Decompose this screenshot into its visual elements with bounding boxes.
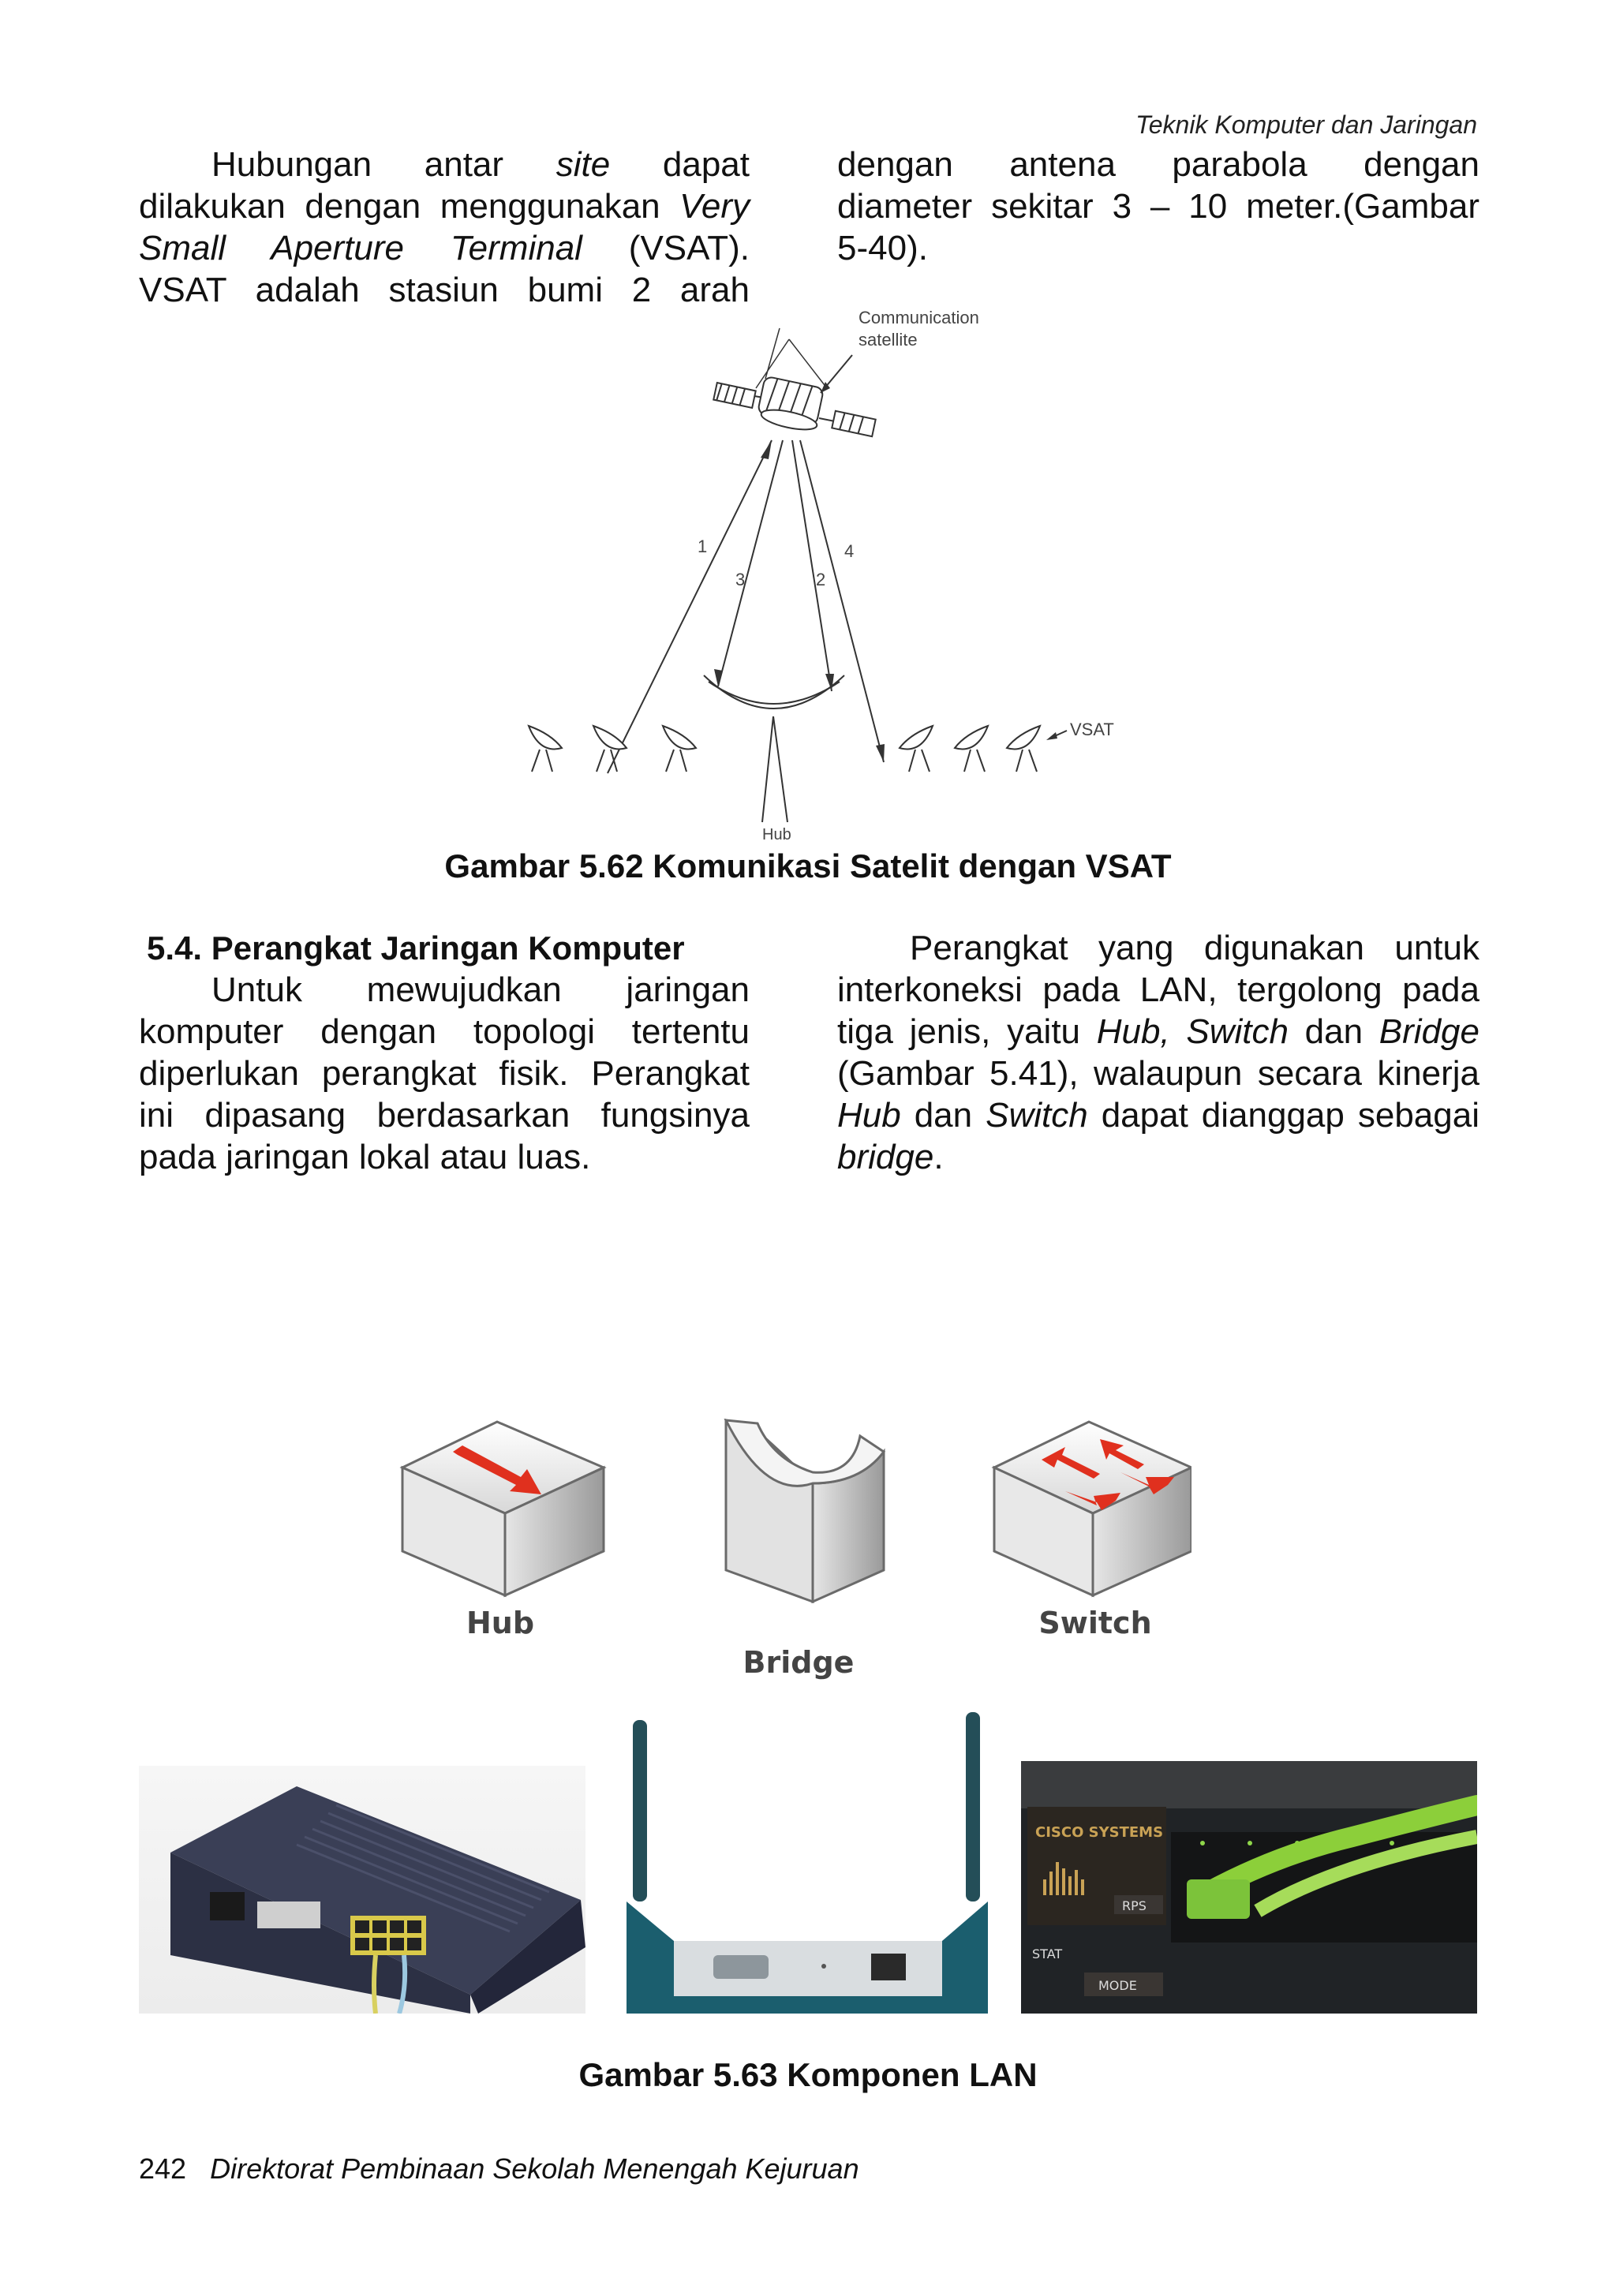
- section-right-line-2: interkoneksi pada LAN, tergolong pada: [837, 970, 1479, 1009]
- satellite-icon: [713, 376, 875, 437]
- section-right-line-3: tiga jenis, yaitu Hub, Switch dan Bridge: [837, 1012, 1479, 1051]
- path-4-label: 4: [844, 541, 855, 561]
- figure1-caption: Gambar 5.62 Komunikasi Satelit dengan VSAT: [444, 847, 1172, 884]
- switch-icon-label: Switch: [1038, 1606, 1152, 1640]
- section-left-line: pada jaringan lokal atau luas.: [139, 1138, 591, 1176]
- path-3-line: [718, 440, 783, 686]
- running-header: Teknik Komputer dan Jaringan: [1135, 110, 1477, 139]
- section-right-line-1: Perangkat yang digunakan untuk: [910, 929, 1479, 967]
- bridge-icon: [726, 1420, 884, 1602]
- section-left-line: komputer dengan topologi tertentu: [139, 1012, 750, 1051]
- hub-dish-icon: [704, 675, 844, 822]
- switch-mode-label: MODE: [1098, 1978, 1137, 1993]
- intro-left-line-3: Small Aperture Terminal (VSAT).: [139, 229, 750, 267]
- path-3-label: 3: [735, 570, 746, 589]
- vsat-dish-icon: [593, 726, 627, 772]
- hub-icon: [402, 1422, 604, 1595]
- section-left-line: ini dipasang berdasarkan fungsinya: [139, 1096, 750, 1135]
- intro-right-column: [837, 144, 1479, 269]
- satellite-label-2: satellite: [858, 330, 918, 350]
- antenna-icon: [633, 1720, 647, 1901]
- path-1-line: [608, 440, 772, 773]
- switch-brand: CISCO SYSTEMS: [1035, 1824, 1164, 1841]
- switch-stat-label: STAT: [1032, 1946, 1063, 1961]
- intro-right-line-1: dengan antena parabola dengan: [837, 145, 1479, 184]
- lan-icons-figure: [387, 1412, 1191, 1696]
- vsat-dish-icon: [529, 726, 562, 772]
- intro-left-line-2: dilakukan dengan menggunakan Very: [139, 187, 750, 226]
- satellite-vsat-diagram: [473, 300, 1152, 852]
- path-2-label: 2: [816, 570, 826, 589]
- intro-right-line-3: 5-40).: [837, 229, 928, 267]
- page-footer: [139, 2152, 859, 2186]
- intro-right-line-2: diameter sekitar 3 – 10 meter.(Gambar: [837, 187, 1479, 226]
- path-2-line: [792, 440, 832, 691]
- section-left-column: [139, 969, 750, 1178]
- antenna-icon: [966, 1712, 980, 1901]
- cisco-switch-photo: [1021, 1761, 1477, 2014]
- section-left-line: diperlukan perangkat fisik. Perangkat: [139, 1054, 750, 1093]
- switch-rps-label: RPS: [1122, 1898, 1147, 1913]
- section-title: 5.4. Perangkat Jaringan Komputer: [147, 929, 685, 967]
- section-right-column: [837, 927, 1479, 1178]
- section-left-line: Untuk mewujudkan jaringan: [211, 970, 750, 1009]
- intro-left-line-1: Hubungan antar site dapat: [211, 145, 750, 184]
- intro-left-column: [139, 144, 750, 311]
- path-4-line: [800, 440, 884, 762]
- vsat-dish-icon: [1007, 726, 1040, 772]
- vsat-label: VSAT: [1070, 720, 1114, 739]
- footer-publisher: Direktorat Pembinaan Sekolah Menengah Kejuruan: [210, 2152, 859, 2185]
- router-photo: [139, 1766, 585, 2014]
- satellite-label-1: Communication: [858, 308, 979, 327]
- section-right-line-4: (Gambar 5.41), walaupun secara kinerja: [837, 1054, 1479, 1093]
- vsat-dish-icon: [955, 726, 988, 772]
- hub-label: Hub: [762, 826, 791, 843]
- vsat-dish-icon: [900, 726, 933, 772]
- bridge-icon-label: Bridge: [743, 1645, 855, 1680]
- vsat-dish-icon: [663, 726, 696, 772]
- section-right-line-5: Hub dan Switch dapat dianggap sebagai: [837, 1096, 1479, 1135]
- vsat-dishes: [529, 726, 1040, 772]
- figure2-caption: Gambar 5.63 Komponen LAN: [578, 2056, 1038, 2093]
- path-1-label: 1: [698, 537, 708, 556]
- access-point-photo: [619, 1704, 996, 2014]
- intro-left-line-4: VSAT adalah stasiun bumi 2 arah: [139, 271, 750, 309]
- section-right-line-6: bridge.: [837, 1138, 944, 1176]
- switch-icon: [994, 1422, 1191, 1595]
- page-number: 242: [139, 2152, 187, 2185]
- hub-icon-label: Hub: [466, 1606, 535, 1640]
